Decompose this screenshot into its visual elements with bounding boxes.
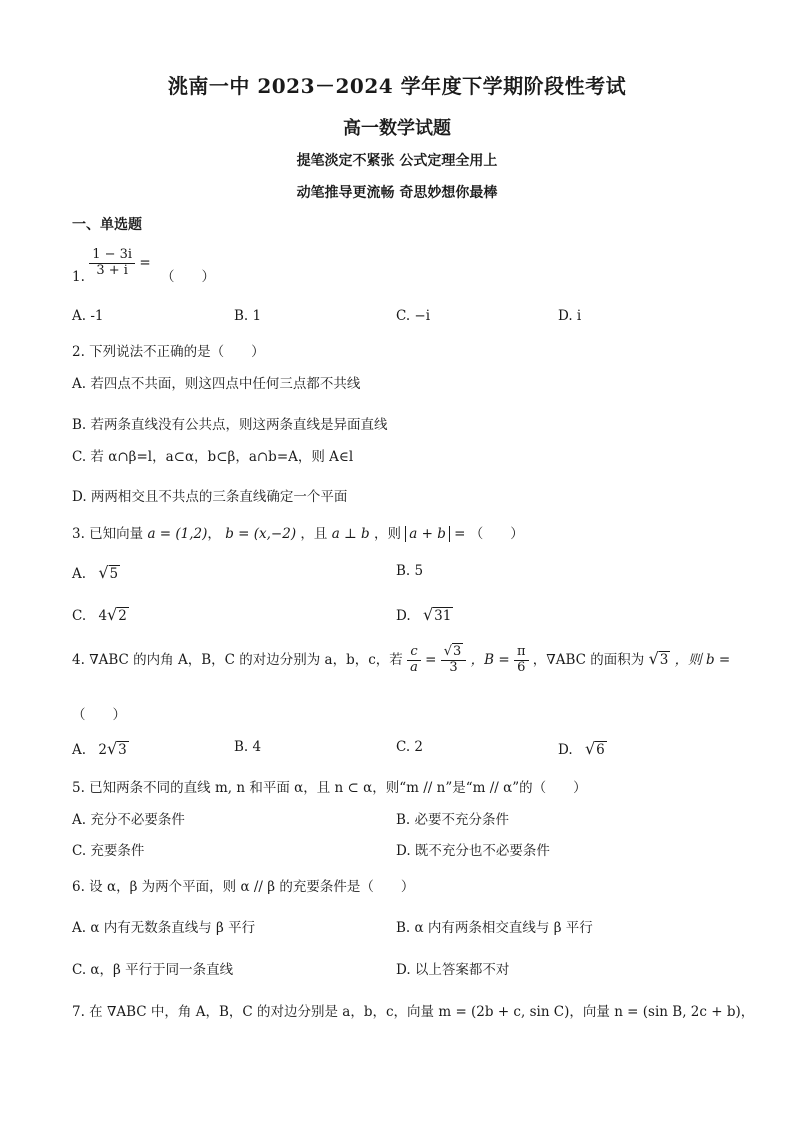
q5-option-d: D. 既不充分也不必要条件 (396, 843, 550, 859)
q4-sqrt3-value: 3 (453, 644, 462, 659)
q6-option-a: A. α 内有无数条直线与 β 平行 (72, 920, 256, 936)
q1-option-b: B. 1 (234, 308, 262, 324)
q4-number: 4. (72, 651, 85, 668)
q3-option-d-label: D. (396, 608, 411, 624)
q3-tail: = （ ） (454, 526, 524, 542)
q3-vector-a: a = (1,2) (147, 526, 208, 542)
q4-pi: π (514, 645, 529, 661)
q1-number: 1. (72, 268, 85, 285)
q4-den-3: 3 (449, 659, 458, 675)
q4-option-a-sqrt: √3 (106, 739, 127, 758)
q6-option-c: C. α，β 平行于同一条直线 (72, 962, 234, 978)
q3-option-d-sqrt: √31 (422, 605, 452, 624)
q4-equals: = (425, 651, 437, 668)
q4-fraction-pi-6 (514, 645, 529, 676)
q2-option-d: D. 两两相交且不共点的三条直线确定一个平面 (72, 489, 348, 505)
q3-option-c-label: C. (72, 608, 87, 624)
section-heading: 一、单选题 (72, 217, 142, 233)
q1-fraction (89, 248, 135, 279)
q4-option-b: B. 4 (234, 739, 262, 755)
q2-option-b: B. 若两条直线没有公共点，则这两条直线是异面直线 (72, 417, 388, 433)
q1-equals: = (139, 254, 151, 271)
q1-paren: （ ） (160, 268, 215, 285)
question-6: 6. 设 α，β 为两个平面，则 α // β 的充要条件是（ ） (72, 879, 415, 895)
question-1 (72, 248, 215, 285)
q1-fraction-numerator: 1 − 3i (89, 248, 135, 264)
q3-option-c-sqrt: √2 (107, 605, 127, 624)
exam-subtitle: 高一数学试题 (343, 118, 451, 139)
q4-area-sqrt: √3 (648, 648, 669, 668)
q4-option-d (558, 739, 607, 758)
q4-option-a-coef: 2 (98, 742, 107, 758)
q4-fraction-ca (407, 645, 421, 676)
q3-option-c (72, 605, 129, 624)
q3-option-b: B. 5 (396, 563, 424, 579)
q4-option-a-label: A. (72, 742, 87, 758)
question-7: 7. 在 ∇ABC 中，角 A，B，C 的对边分别是 a，b，c，向量 m = (2b + c, sin C)，向量 n = (sin B, 2c + b)， (72, 1004, 755, 1020)
q3-option-d (396, 605, 453, 624)
q3-option-a-value: 5 (109, 566, 119, 582)
q3-option-a (72, 563, 120, 582)
question-4 (72, 645, 730, 676)
q3-option-a-sqrt: √5 (98, 563, 119, 582)
motto-line-2: 动笔推导更流畅 奇思妙想你最棒 (296, 185, 498, 201)
q4-b-eq: ，B = (470, 651, 510, 668)
q3-option-d-value: 31 (434, 608, 452, 624)
q4-option-a (72, 739, 129, 758)
q4-paren: （ ） (72, 707, 126, 723)
q4-option-d-value: 6 (596, 742, 605, 758)
q4-stem-c: ，则 b = (674, 651, 731, 668)
q3-perpendicular: a ⊥ b (331, 526, 370, 542)
q4-sqrt3-num: √3 (443, 644, 462, 659)
q4-option-a-value: 3 (118, 742, 127, 758)
q4-stem-b: ，∇ABC 的面积为 (532, 651, 645, 668)
q2-option-c: C. 若 α∩β=l，a⊂α，b⊂β，a∩b=A，则 A∈l (72, 449, 354, 465)
question-3: 3. 已知向量 a = (1,2)， b = (x,−2) ，且 a ⊥ b ，则 a + b = （ ） (72, 526, 524, 542)
q3-option-c-coef: 4 (98, 608, 108, 624)
q4-option-c: C. 2 (396, 739, 424, 755)
q1-option-a: A. -1 (72, 308, 104, 324)
q2-option-a: A. 若四点不共面，则这四点中任何三点都不共线 (72, 376, 361, 392)
q5-option-b: B. 必要不充分条件 (396, 812, 510, 828)
q4-option-d-label: D. (558, 742, 573, 758)
exam-title: 洮南一中 2023－2024 学年度下学期阶段性考试 (167, 74, 627, 98)
q1-option-d: D. i (558, 308, 582, 324)
q3-then: ，则 (373, 526, 401, 542)
motto-line-1: 提笔淡定不紧张 公式定理全用上 (296, 153, 498, 169)
q3-option-c-value: 2 (118, 608, 127, 624)
q6-option-b: B. α 内有两条相交直线与 β 平行 (396, 920, 593, 936)
q5-option-a: A. 充分不必要条件 (72, 812, 185, 828)
q6-option-d: D. 以上答案都不对 (396, 962, 510, 978)
q5-option-c: C. 充要条件 (72, 843, 145, 859)
q3-abs-sum: a + b (405, 526, 450, 542)
q4-six: 6 (517, 659, 526, 675)
q4-fraction-sqrt3-3 (441, 645, 467, 676)
q3-cond-pre: ，且 (300, 526, 328, 542)
q3-stem-start: 3. 已知向量 (72, 526, 144, 542)
q3-vector-b: b = (x,−2) (225, 526, 297, 542)
q4-stem-a: ∇ABC 的内角 A，B，C 的对边分别为 a，b，c，若 (89, 651, 403, 668)
q3-option-a-label: A. (72, 566, 87, 582)
q4-frac-c: c (407, 645, 421, 661)
q1-option-c: C. −i (396, 308, 431, 324)
q4-frac-a: a (410, 659, 418, 675)
q4-area-value: 3 (659, 651, 669, 668)
question-5: 5. 已知两条不同的直线 m, n 和平面 α，且 n ⊂ α，则“m // n”是“m // α”的（ ） (72, 780, 587, 796)
q4-option-d-sqrt: √6 (584, 739, 605, 758)
q1-fraction-denominator: 3 + i (96, 262, 128, 278)
question-2: 2. 下列说法不正确的是（ ） (72, 344, 265, 360)
